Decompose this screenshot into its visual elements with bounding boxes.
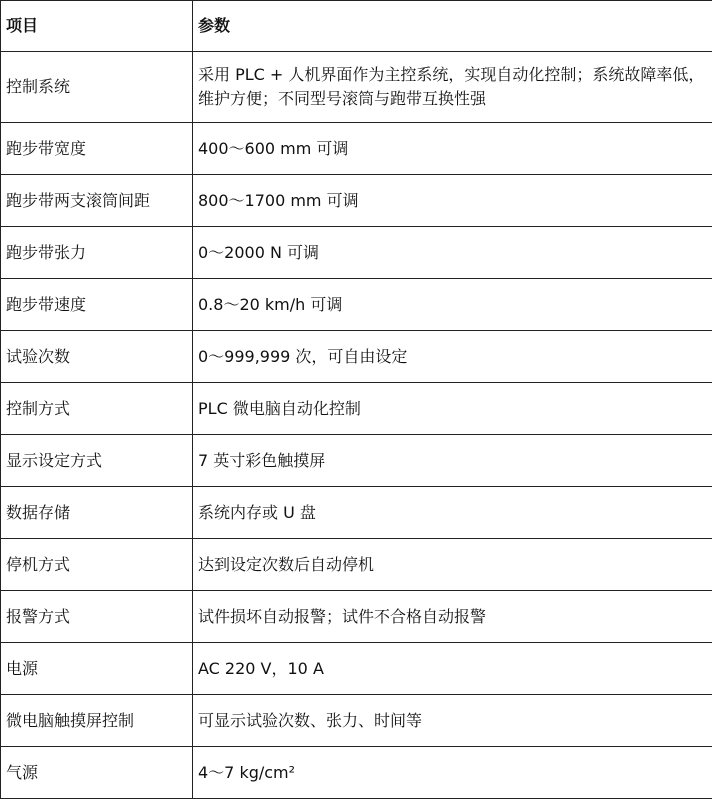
row-value: 可显示试验次数、张力、时间等	[193, 695, 712, 747]
row-label: 电源	[1, 643, 193, 695]
row-value: 达到设定次数后自动停机	[193, 539, 712, 591]
row-label: 报警方式	[1, 591, 193, 643]
row-value: 采用 PLC + 人机界面作为主控系统，实现自动化控制；系统故障率低，维护方便；不同型号滚筒与跑带互换性强	[193, 52, 712, 123]
column-header-item: 项目	[1, 1, 193, 52]
table-row	[1, 123, 712, 175]
row-label: 控制方式	[1, 383, 193, 435]
table-row	[1, 331, 712, 383]
table-row	[1, 175, 712, 227]
row-value: 试件损坏自动报警；试件不合格自动报警	[193, 591, 712, 643]
row-value: AC 220 V，10 A	[193, 643, 712, 695]
row-label: 试验次数	[1, 331, 193, 383]
column-header-param: 参数	[193, 1, 712, 52]
row-value: 4～7 kg/cm²	[193, 747, 712, 799]
row-label: 跑步带速度	[1, 279, 193, 331]
table-row	[1, 591, 712, 643]
row-value: 0～999,999 次，可自由设定	[193, 331, 712, 383]
row-label: 停机方式	[1, 539, 193, 591]
row-value: 400～600 mm 可调	[193, 123, 712, 175]
table-row	[1, 643, 712, 695]
row-label: 气源	[1, 747, 193, 799]
table-row	[1, 747, 712, 799]
table-row	[1, 52, 712, 123]
row-label: 跑步带宽度	[1, 123, 193, 175]
table-row	[1, 435, 712, 487]
table-row	[1, 695, 712, 747]
row-value: 系统内存或 U 盘	[193, 487, 712, 539]
row-label: 微电脑触摸屏控制	[1, 695, 193, 747]
row-label: 跑步带两支滚筒间距	[1, 175, 193, 227]
table-row	[1, 383, 712, 435]
row-label: 数据存储	[1, 487, 193, 539]
row-label: 跑步带张力	[1, 227, 193, 279]
table-row	[1, 539, 712, 591]
table-header-row	[1, 1, 712, 52]
table-row	[1, 487, 712, 539]
row-value: 0.8～20 km/h 可调	[193, 279, 712, 331]
row-value: 7 英寸彩色触摸屏	[193, 435, 712, 487]
row-label: 显示设定方式	[1, 435, 193, 487]
row-label: 控制系统	[1, 52, 193, 123]
row-value: 800～1700 mm 可调	[193, 175, 712, 227]
table-row	[1, 279, 712, 331]
row-value: 0～2000 N 可调	[193, 227, 712, 279]
row-value: PLC 微电脑自动化控制	[193, 383, 712, 435]
table-row	[1, 227, 712, 279]
